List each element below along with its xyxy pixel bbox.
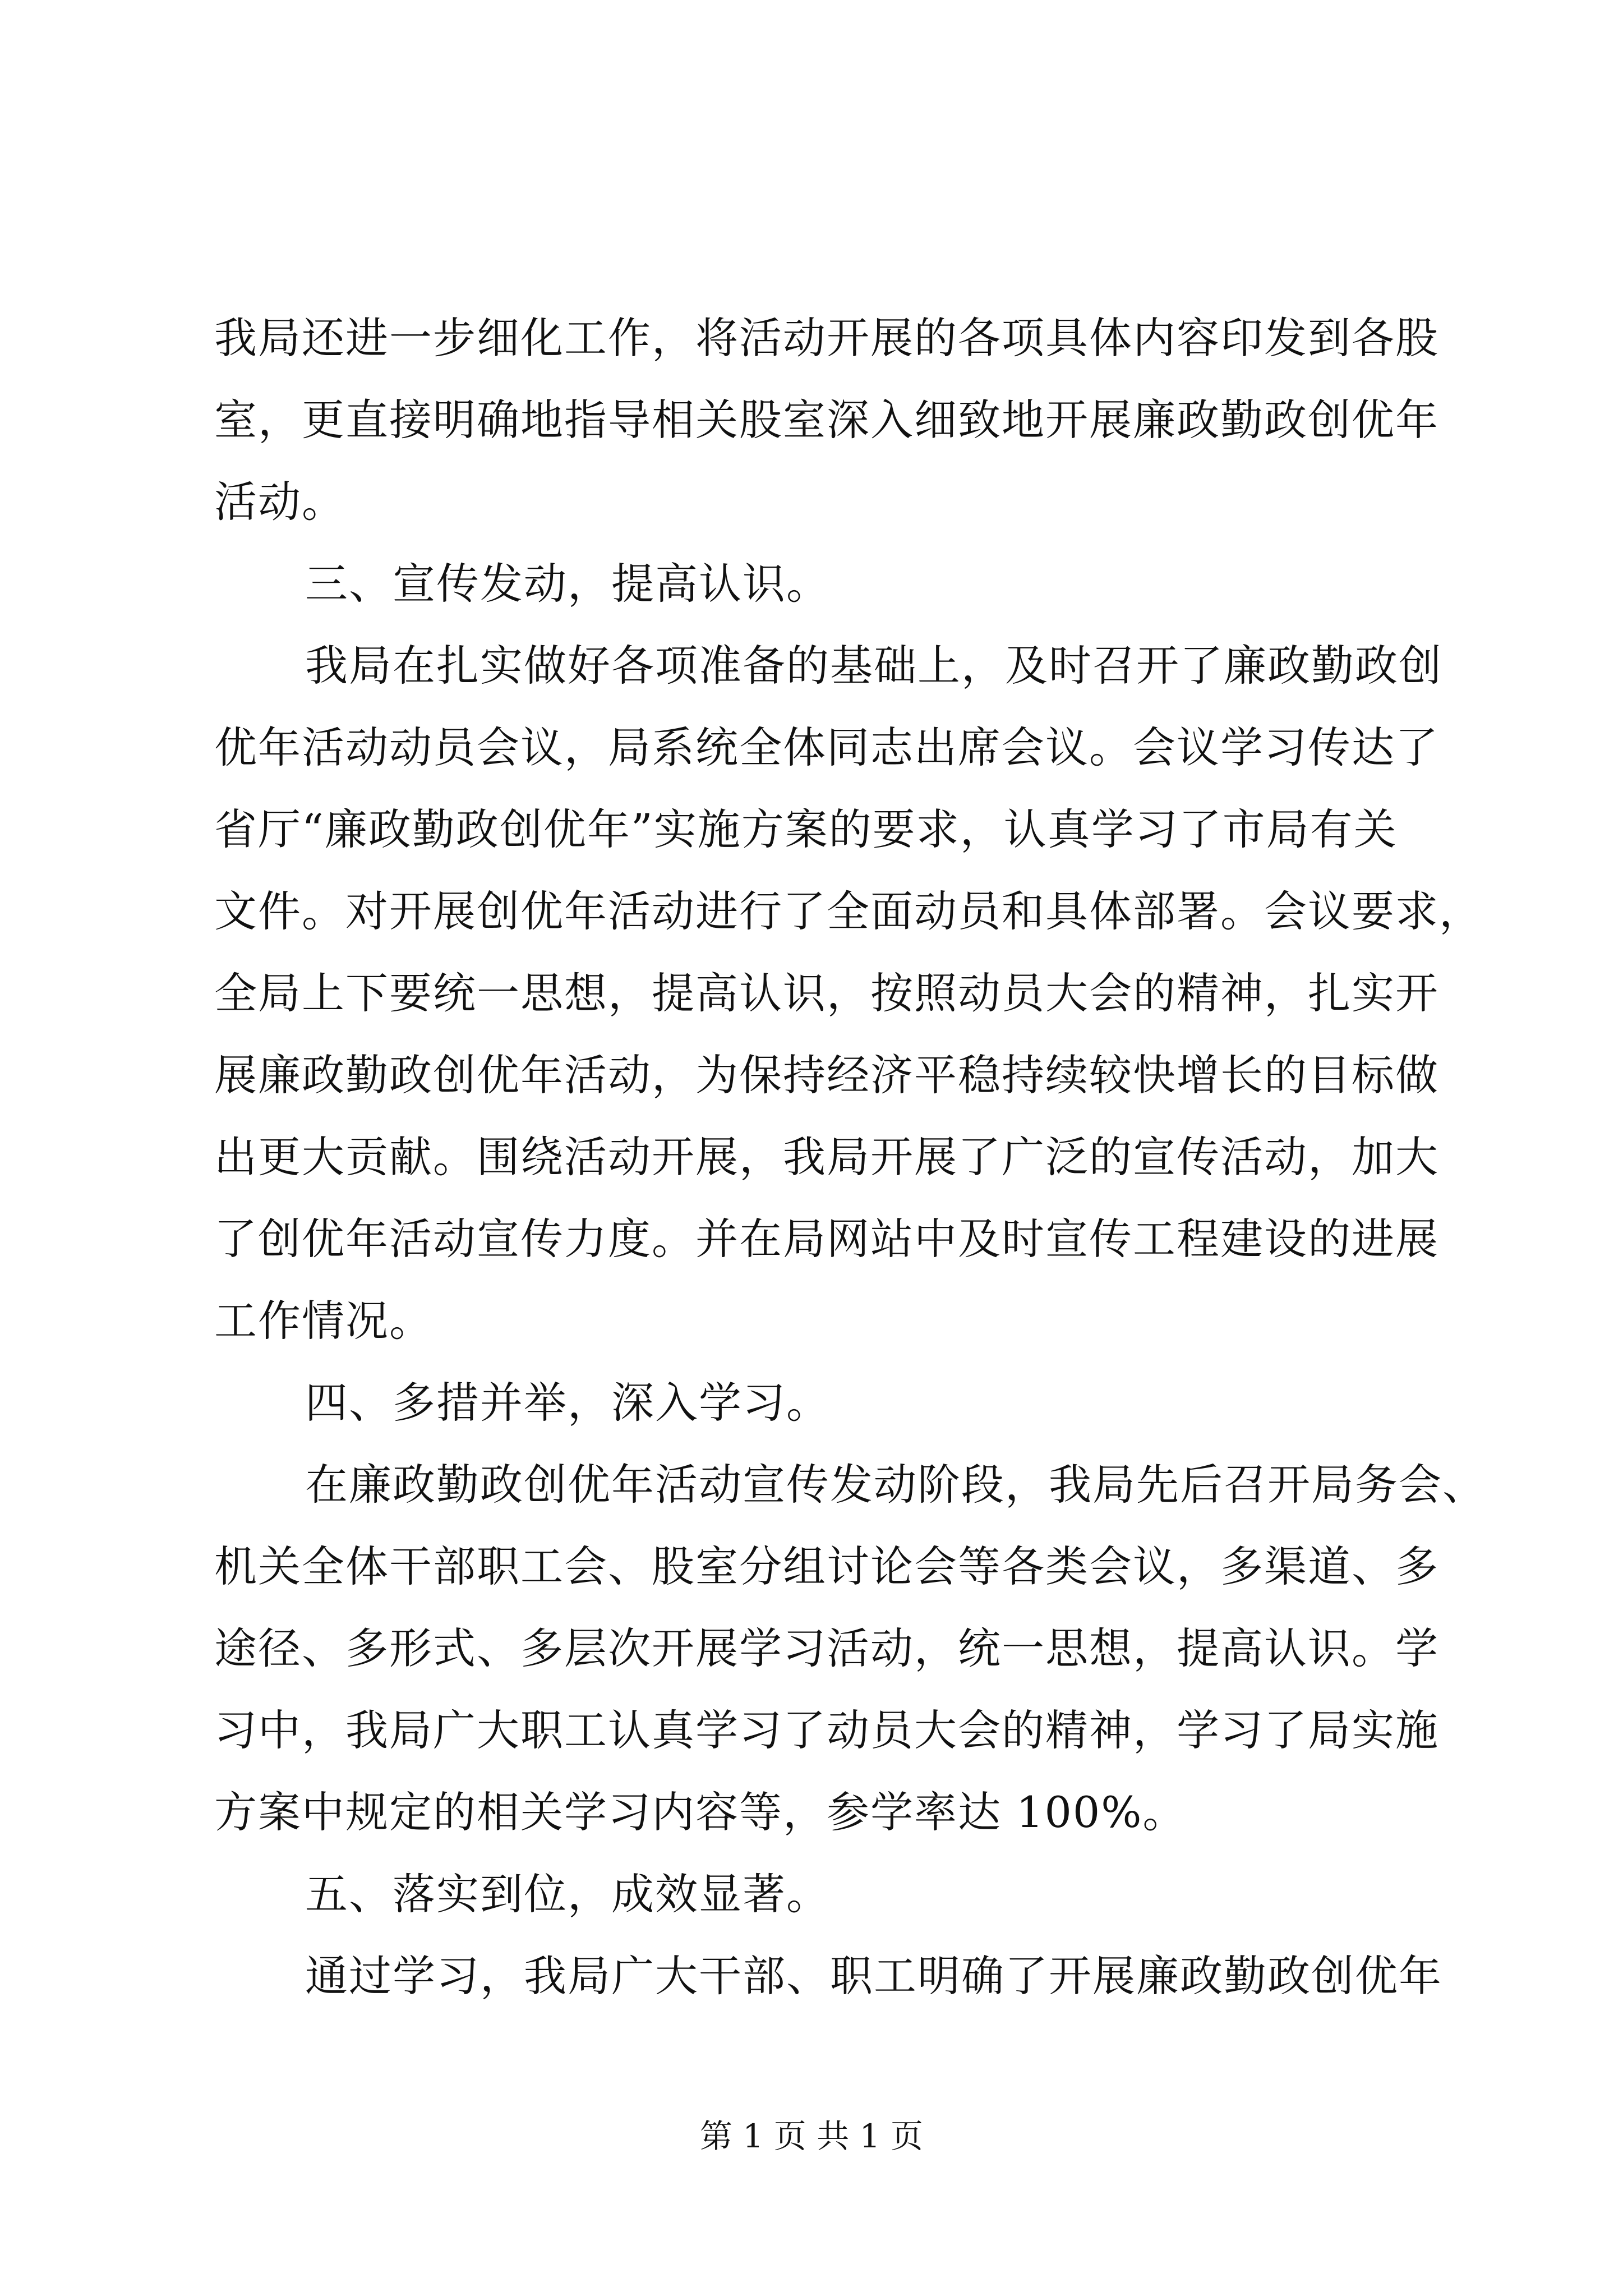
text-line: 展廉政勤政创优年活动，为保持经济平稳持续较快增长的目标做 [214,1050,1439,1100]
text-line: 习中，我局广大职工认真学习了动员大会的精神，学习了局实施 [214,1705,1439,1755]
text-line: 我局还进一步细化工作，将活动开展的各项具体内容印发到各股 [214,313,1439,363]
text-line: 全局上下要统一思想，提高认识，按照动员大会的精神，扎实开 [214,968,1439,1018]
document-body [214,297,1486,2017]
text-line: 优年活动动员会议，局系统全体同志出席会议。会议学习传达了 [214,723,1439,772]
section-heading: 五、落实到位，成效显著。 [305,1869,830,1919]
section-heading: 四、多措并举，深入学习。 [305,1378,830,1428]
text-line: 文件。对开展创优年活动进行了全面动员和具体部署。会议要求， [214,886,1483,936]
text-line: 途径、多形式、多层次开展学习活动，统一思想，提高认识。学 [214,1623,1439,1673]
text-line: 室，更直接明确地指导相关股室深入细致地开展廉政勤政创优年 [214,395,1439,445]
text-line: 了创优年活动宣传力度。并在局网站中及时宣传工程建设的进展 [214,1214,1439,1264]
text-line: 通过学习，我局广大干部、职工明确了开展廉政勤政创优年 [305,1951,1442,2001]
page-footer: 第 1 页 共 1 页 [700,2117,923,2155]
text-line: 在廉政勤政创优年活动宣传发动阶段，我局先后召开局务会、 [305,1460,1486,1510]
text-line: 活动。 [214,477,345,527]
text-line: 机关全体干部职工会、股室分组讨论会等各类会议，多渠道、多 [214,1542,1439,1591]
text-line: 省厅“廉政勤政创优年”实施方案的要求，认真学习了市局有关 [214,804,1398,854]
text-line: 工作情况。 [214,1296,433,1346]
section-heading: 三、宣传发动，提高认识。 [305,559,830,609]
text-line: 我局在扎实做好各项准备的基础上，及时召开了廉政勤政创 [305,641,1442,691]
text-line: 方案中规定的相关学习内容等，参学率达 100%。 [214,1787,1187,1837]
text-line: 出更大贡献。围绕活动开展，我局开展了广泛的宣传活动，加大 [214,1132,1439,1182]
